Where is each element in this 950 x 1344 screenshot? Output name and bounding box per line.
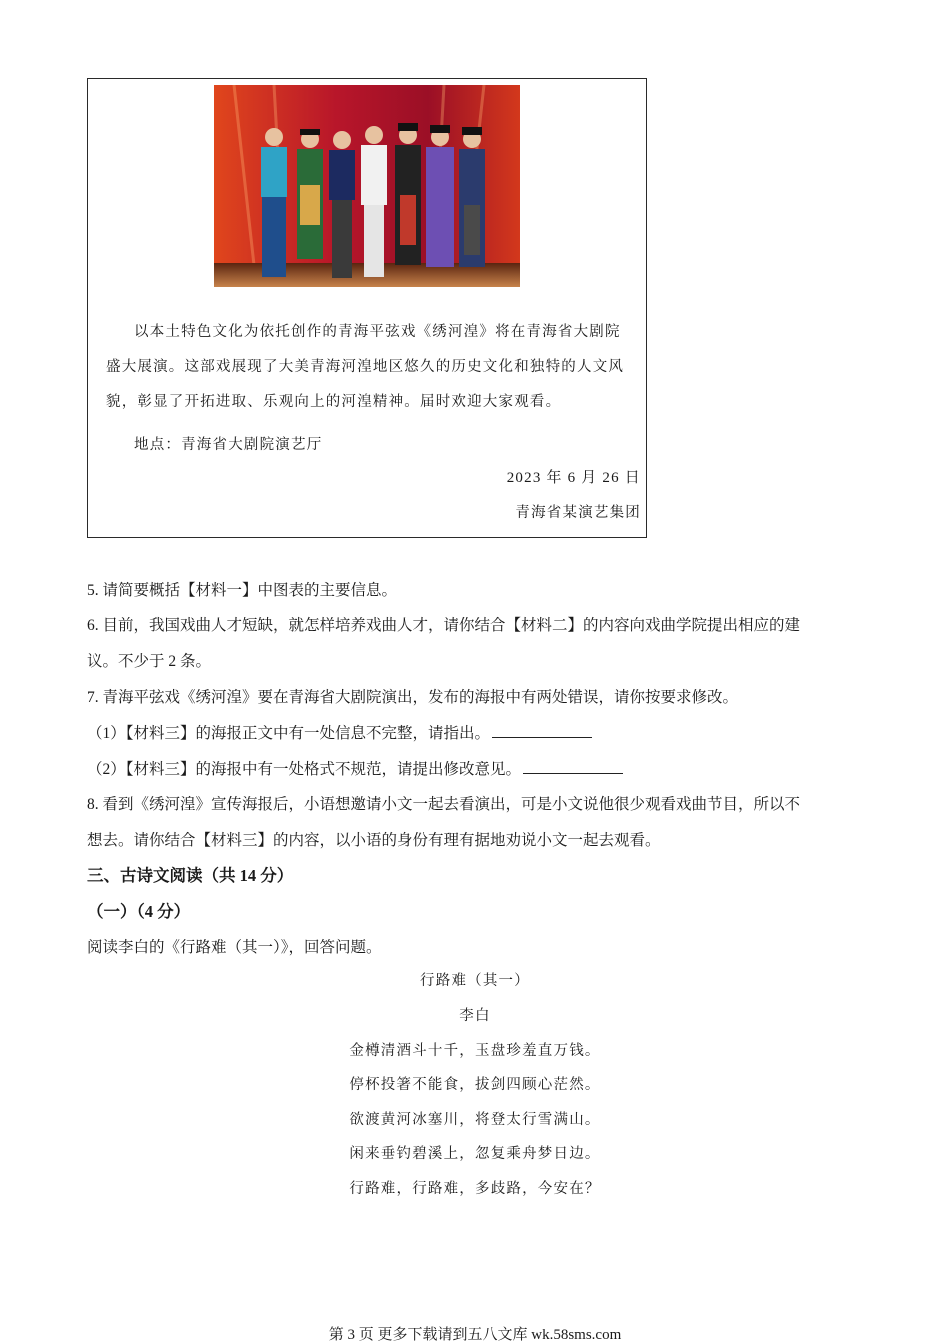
poster-date: 2023 年 6 月 26 日 (506, 470, 641, 486)
poster-body: 以本土特色文化为依托创作的青海平弦戏《绣河湟》将在青海省大剧院盛大展演。这部戏展现了大美青海河湟地区悠久的历史文化和独特的人文风貌，彰显了开拓进取、乐观向上的河湟精神。届时欢迎大家观看。 (106, 324, 625, 410)
question-6-line2: 议。不少于 2 条。 (87, 653, 212, 670)
question-7-1 (87, 721, 592, 743)
question-8-line1: 8. 看到《绣河湟》宣传海报后，小语想邀请小文一起去看演出，可是小文说他很少观看戏曲节目，所以不 (87, 796, 801, 813)
section-3-heading: 三、古诗文阅读（共 14 分） (87, 866, 294, 885)
poem-title: 行路难（其一） (420, 973, 530, 989)
poem-line: 金樽清酒斗十千，玉盘珍羞直万钱。 (349, 1043, 601, 1059)
stage-photo-image (214, 85, 520, 287)
poem-author: 李白 (459, 1008, 491, 1024)
question-6-line1: 6. 目前，我国戏曲人才短缺，就怎样培养戏曲人才，请你结合【材料二】的内容向戏曲学院提出相应的建 (87, 617, 801, 634)
question-7-2 (87, 757, 623, 779)
poem-line: 欲渡黄河冰塞川，将登太行雪满山。 (349, 1112, 601, 1128)
section-3-intro: 阅读李白的《行路难（其一）》，回答问题。 (87, 939, 382, 956)
poem-line: 行路难，行路难，多歧路，今安在？ (349, 1181, 601, 1197)
stage-photo (214, 85, 520, 287)
question-5: 5. 请简要概括【材料一】中图表的主要信息。 (87, 582, 398, 599)
question-7-1-text: （1）【材料三】的海报正文中有一处信息不完整，请指出。 (87, 725, 491, 742)
poem-line: 闲来垂钓碧溪上，忽复乘舟梦日边。 (349, 1146, 601, 1162)
poem-line: 停杯投箸不能食，拔剑四顾心茫然。 (349, 1077, 601, 1093)
question-7: 7. 青海平弦戏《绣河湟》要在青海省大剧院演出，发布的海报中有两处错误，请你按要求修改。 (87, 689, 739, 706)
answer-blank (492, 723, 592, 738)
poster-organizer: 青海省某演艺集团 (515, 505, 641, 521)
poster-location: 地点：青海省大剧院演艺厅 (134, 437, 323, 453)
poster-box (87, 78, 647, 538)
question-7-2-text: （2）【材料三】的海报中有一处格式不规范，请提出修改意见。 (87, 761, 522, 778)
section-3-subheading: （一）（4 分） (87, 902, 191, 921)
question-8-line2: 想去。请你结合【材料三】的内容，以小语的身份有理有据地劝说小文一起去观看。 (87, 832, 661, 849)
answer-blank (523, 759, 623, 774)
page-footer: 第 3 页 更多下载请到五八文库 wk.58sms.com (328, 1327, 622, 1343)
